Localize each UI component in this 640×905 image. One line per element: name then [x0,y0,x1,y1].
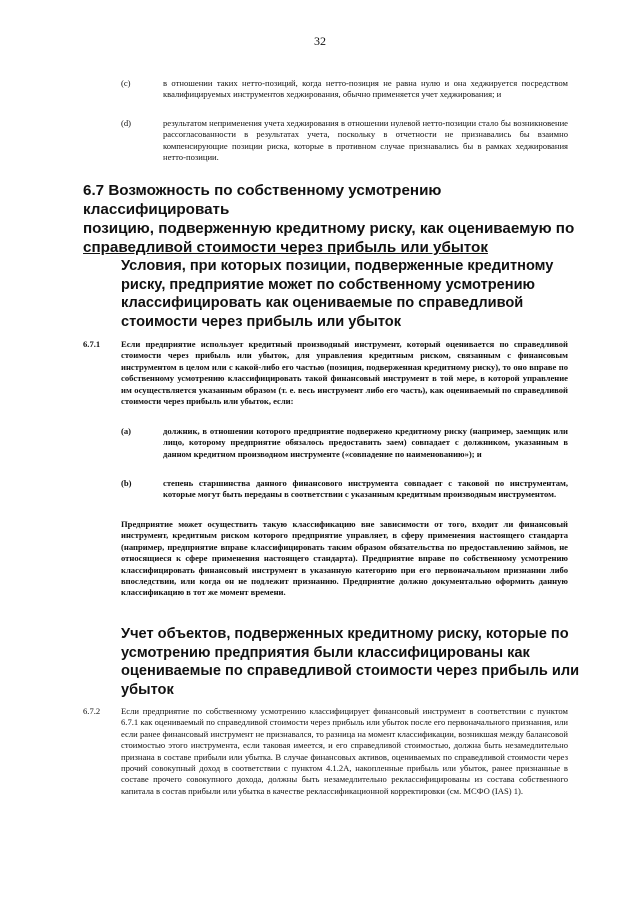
subheading-accounting: Учет объектов, подверженных кредитному риску, которые по усмотрению предприятия были классифицированы как оцениваемые по справедливой стоимости через прибыль или убыток [121,626,580,698]
section-heading [83,181,583,257]
section-heading-line-2: позицию, подверженную кредитному риску, как оцениваемую по [83,220,575,237]
list-marker-b: (b) [121,478,132,488]
paragraph-number-6-7-1: 6.7.1 [83,339,101,349]
subheading-conditions: Условия, при которых позиции, подверженные кредитному риску, предприятие может по собственному усмотрению классифицировать как оцениваемые по справедливой стоимости через прибыль или убыток [121,258,554,330]
section-heading-line-1: 6.7 Возможность по собственному усмотрению классифицировать [83,182,442,218]
list-item-c: в отношении таких нетто-позиций, когда нетто-позиция не равна нулю и она хеджируется посредством квалифицируемых инструментов хеджирования, обычно применяется учет хеджирования; и [163,78,568,100]
list-item-b: степень старшинства данного финансового инструмента совпадает с таковой по инструментам, которые могут быть переданы в соответствии с указанным кредитным производным инструментом. [163,478,568,500]
list-marker-d: (d) [121,118,132,128]
paragraph-6-7-1-closing: Предприятие может осуществить такую классификацию вне зависимости от того, входит ли финансовый инструмент, кредитным риском которого предприятие управляет, в сферу применения настоящего стандарта (например, предприятие вправе классифицировать таким образом обязательства по предоставлению займов, не относящиеся к сфере применения настоящего стандарта). Предприятие вправе по собственному усмотрению классифицировать финансовый инструмент в указанную категорию при его первоначальном признании либо впоследствии, или когда он не подлежит признанию. Предприятие должно документально оформить данную классификацию в тот же момент времени. [121,519,568,598]
list-item-a: должник, в отношении которого предприятие подвержено кредитному риску (например, заемщик или лицо, которому предприятие обязалось предоставить заем) совпадает с должником, указанным в данном кредитном производном инструменте («совпадение по наименованию»); и [163,426,568,459]
list-item-d: результатом неприменения учета хеджирования в отношении нулевой нетто-позиции стало бы возникновение рассогласованности в результатах учета, поскольку в отчетности не признавались бы взаимно компенсирующие позиции риска, которые в противном случае признавались бы в рамках хеджирования нетто-позиции. [163,118,568,163]
paragraph-6-7-1: Если предприятие использует кредитный производный инструмент, который оценивается по справедливой стоимости через прибыль или убыток, для управления кредитным риском, связанным с финансовым инструментом в целом или с какой-либо его частью (позиция, подверженная кредитному риску), то оно вправе по собственному усмотрению классифицировать такой финансовый инструмент в той мере, в которой управление им осуществляется указанным образом (т. е. весь инструмент либо его часть), как оцениваемый по справедливой стоимости через прибыль или убыток, если: [121,339,568,407]
page-number: 32 [314,34,326,48]
paragraph-number-6-7-2: 6.7.2 [83,706,101,716]
list-marker-c: (c) [121,78,131,88]
section-heading-line-3: справедливой стоимости через прибыль или убыток [83,239,488,256]
paragraph-6-7-2: Если предприятие по собственному усмотрению классифицирует финансовый инструмент в соответствии с пунктом 6.7.1 как оцениваемый по справедливой стоимости через прибыль или убыток после его первоначального признания, или если ранее финансовый инструмент не признавался, то разница на момент классификации, возникшая между балансовой стоимостью этого инструмента, если таковая имеется, и его справедливой стоимостью, должна быть незамедлительно признана в составе прибыли или убытка. В случае финансовых активов, оцениваемых по справедливой стоимости через прочий совокупный доход в соответствии с пунктом 4.1.2A, накопленные прибыль или убыток, ранее признанные в составе прочего совокупного дохода, должны быть незамедлительно реклассифицированы из состава собственного капитала в состав прибыли или убытка в качестве реклассификационной корректировки (см. МСФО (IAS) 1). [121,706,568,796]
list-marker-a: (a) [121,426,132,436]
